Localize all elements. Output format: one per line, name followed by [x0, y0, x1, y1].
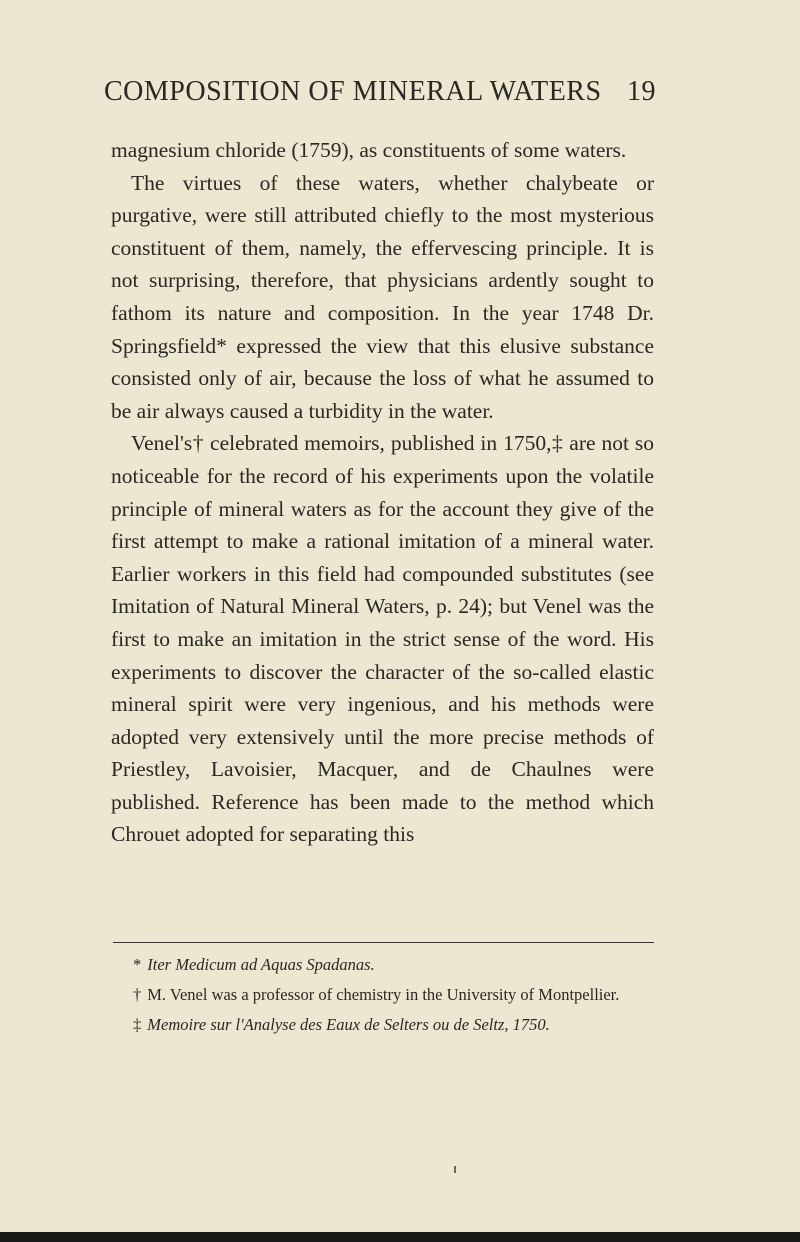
- footnote-mark: †: [133, 985, 142, 1004]
- paragraph-venel-memoirs: Venel's† celebrated memoirs, published in 1750,‡ are not so noticeable for the record of his experiments upon the volatile principle of mineral waters as for the account they give of the first attempt to make a rational imitation of a mineral water. Earlier workers in this field had compounded substitutes (see Imitation of Natural Mineral Waters, p. 24); but Venel was the first to make an imitation in the strict sense of the word. His experiments to discover the character of the so-called elastic mineral spirit were very ingenious, and his methods were adopted very extensively until the more precise methods of Priestley, Lavoisier, Macquer, and de Chaulnes were published. Reference has been made to the method which Chrouet adopted for separating this: [111, 431, 654, 847]
- footnote-text: Iter Medicum ad Aquas Spadanas.: [147, 955, 375, 974]
- running-head: [104, 76, 664, 116]
- footnote-dagger: [113, 982, 654, 1008]
- page-number: 19: [627, 76, 656, 107]
- running-title: COMPOSITION OF MINERAL WATERS: [104, 76, 602, 107]
- body-text: [111, 134, 654, 851]
- footnote-rule: [113, 942, 654, 943]
- footnote-asterisk: [113, 952, 654, 978]
- paragraph-effervescing-principle: The virtues of these waters, whether chalybeate or purgative, were still attributed chiefly to the most mysterious constituent of them, namely, the effervescing principle. It is not surprising, therefore, that physicians ardently sought to fathom its nature and composition. In the year 1748 Dr. Springsfield* expressed the view that this elusive substance consisted only of air, because the loss of what he assumed to be air always caused a turbidity in the water.: [111, 170, 654, 423]
- footnote-mark: *: [133, 955, 142, 974]
- footnote-mark: ‡: [133, 1015, 142, 1034]
- footnote-text: Memoire sur l'Analyse des Eaux de Selters ou de Seltz, 1750.: [147, 1015, 550, 1034]
- footnotes: [113, 952, 654, 1042]
- page-bottom-edge: [0, 1232, 800, 1242]
- paragraph-continuation: magnesium chloride (1759), as constituents of some waters.: [111, 138, 627, 162]
- paper-speck: [454, 1166, 456, 1173]
- footnote-double-dagger: [113, 1012, 654, 1038]
- footnote-text: M. Venel was a professor of chemistry in the University of Montpellier.: [147, 985, 620, 1004]
